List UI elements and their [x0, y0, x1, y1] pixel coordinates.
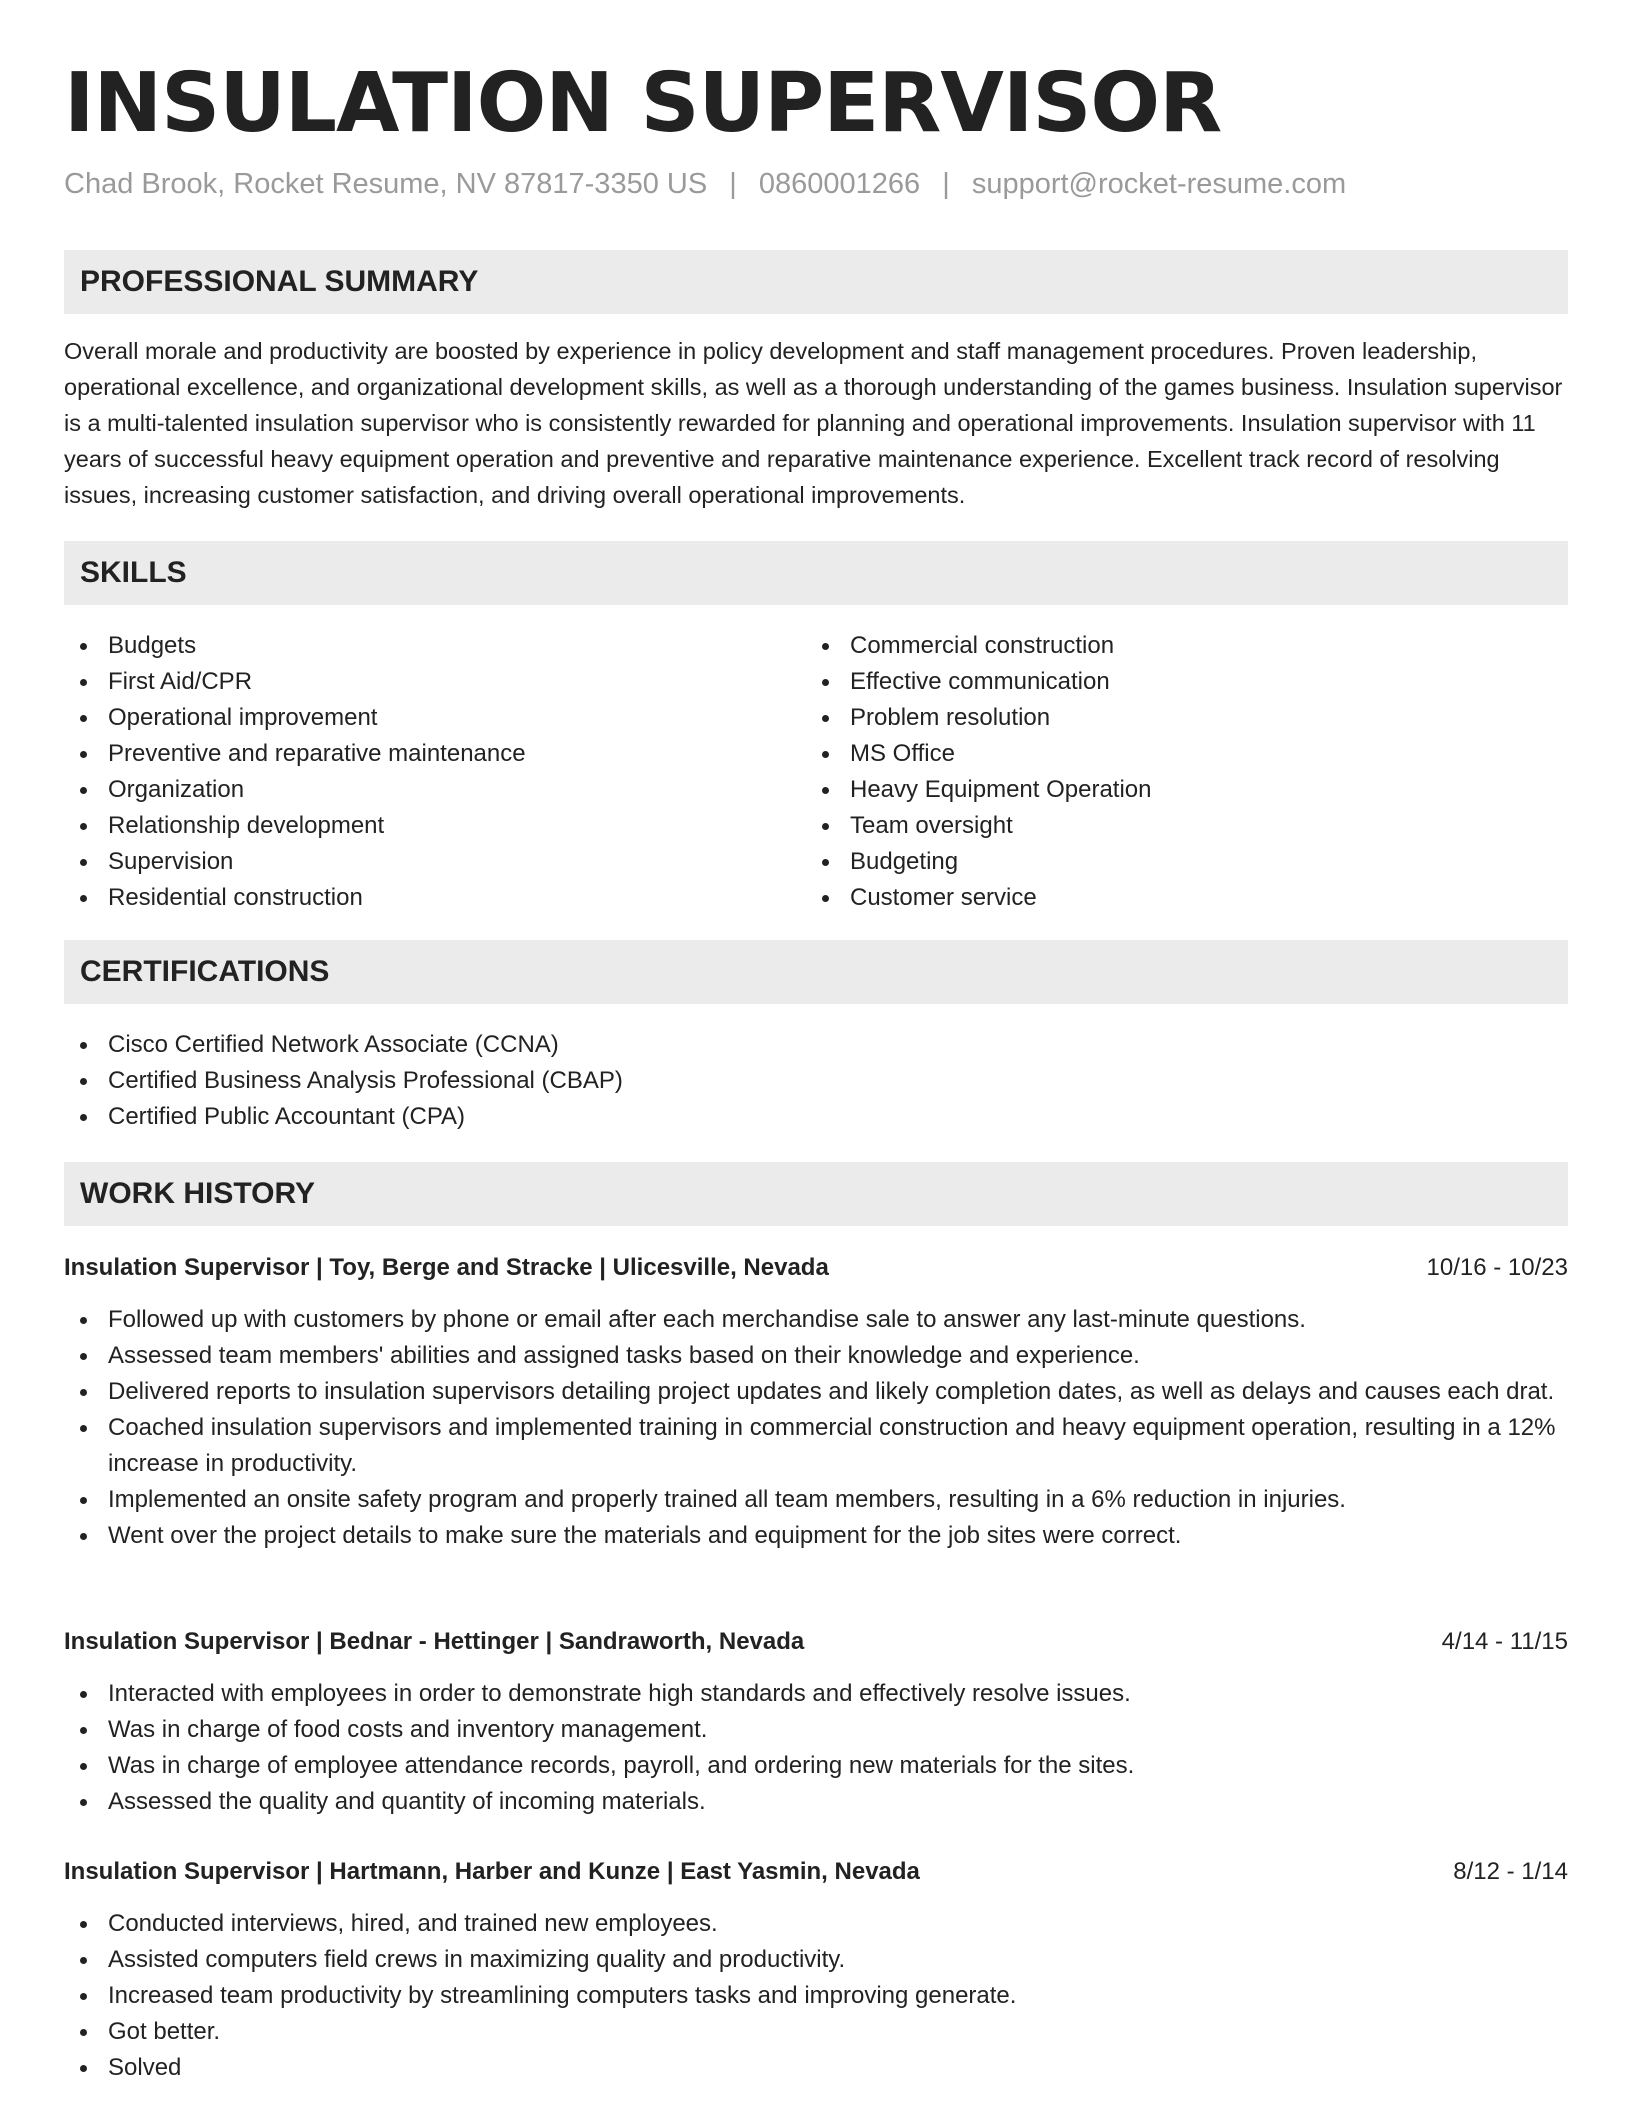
contact-address: Chad Brook, Rocket Resume, NV 87817-3350 US	[64, 168, 708, 200]
job-bullet: Assisted computers field crews in maximizing quality and productivity.	[64, 1942, 1568, 1978]
certification-item: Certified Public Accountant (CPA)	[64, 1099, 1568, 1135]
certification-item: Certified Business Analysis Professional (CBAP)	[64, 1063, 1568, 1099]
skills-list-right	[806, 628, 1546, 916]
job-bullet: Conducted interviews, hired, and trained new employees.	[64, 1906, 1568, 1942]
job-bullet: Got better.	[64, 2014, 1568, 2050]
contact-separator: |	[729, 168, 737, 200]
job-title: Insulation Supervisor | Toy, Berge and Stracke | Ulicesville, Nevada	[64, 1254, 829, 1281]
skill-item: Supervision	[64, 844, 804, 880]
job-bullet: Was in charge of employee attendance records, payroll, and ordering new materials for the sites.	[64, 1748, 1568, 1784]
job-header	[64, 1250, 1568, 1286]
skill-item: Problem resolution	[806, 700, 1546, 736]
job-entry	[64, 1854, 1568, 2086]
job-bullets	[64, 1906, 1568, 2086]
job-bullet: Delivered reports to insulation supervisors detailing project updates and likely completion dates, as well as delays and causes each drat.	[64, 1374, 1568, 1410]
job-bullets	[64, 1302, 1568, 1554]
resume-title: INSULATION SUPERVISOR	[64, 56, 1222, 151]
job-dates: 10/16 - 10/23	[1426, 1254, 1568, 1281]
job-bullet: Went over the project details to make sure the materials and equipment for the job sites were correct.	[64, 1518, 1568, 1554]
summary-text: Overall morale and productivity are boosted by experience in policy development and staff management procedures. Proven leadership, operational excellence, and organizational development skills, as well as a thorough understanding of the games business. Insulation supervisor is a multi-talented insulation supervisor who is consistently rewarded for planning and operational improvements. Insulation supervisor with 11 years of successful heavy equipment operation and preventive and reparative maintenance experience. Excellent track record of resolving issues, increasing customer satisfaction, and driving overall operational improvements.	[64, 338, 1563, 508]
skill-item: Relationship development	[64, 808, 804, 844]
skill-item: Organization	[64, 772, 804, 808]
job-bullet: Assessed the quality and quantity of incoming materials.	[64, 1784, 1568, 1820]
section-heading-skills: SKILLS	[64, 541, 1568, 605]
skill-item: Customer service	[806, 880, 1546, 916]
skill-item: Budgeting	[806, 844, 1546, 880]
job-dates: 8/12 - 1/14	[1453, 1858, 1568, 1885]
skill-item: Preventive and reparative maintenance	[64, 736, 804, 772]
job-dates: 4/14 - 11/15	[1441, 1628, 1568, 1655]
job-bullet: Solved	[64, 2050, 1568, 2086]
job-header	[64, 1624, 1568, 1660]
skill-item: Budgets	[64, 628, 804, 664]
skills-list-left	[64, 628, 804, 916]
certification-item: Cisco Certified Network Associate (CCNA)	[64, 1027, 1568, 1063]
job-title: Insulation Supervisor | Hartmann, Harber and Kunze | East Yasmin, Nevada	[64, 1858, 920, 1885]
skill-item: Team oversight	[806, 808, 1546, 844]
contact-line	[64, 166, 1346, 202]
certifications-list	[64, 1027, 1568, 1135]
section-heading-summary: PROFESSIONAL SUMMARY	[64, 250, 1568, 314]
skill-item: Commercial construction	[806, 628, 1546, 664]
contact-phone: 0860001266	[758, 168, 921, 200]
contact-separator: |	[942, 168, 950, 200]
job-entry	[64, 1624, 1568, 1820]
job-bullet: Assessed team members' abilities and assigned tasks based on their knowledge and experience.	[64, 1338, 1568, 1374]
job-bullet: Followed up with customers by phone or email after each merchandise sale to answer any last-minute questions.	[64, 1302, 1568, 1338]
job-bullet: Increased team productivity by streamlining computers tasks and improving generate.	[64, 1978, 1568, 2014]
job-bullet: Was in charge of food costs and inventory management.	[64, 1712, 1568, 1748]
job-entry	[64, 1250, 1568, 1554]
job-title: Insulation Supervisor | Bednar - Hettinger | Sandraworth, Nevada	[64, 1628, 805, 1655]
skill-item: MS Office	[806, 736, 1546, 772]
section-heading-certifications: CERTIFICATIONS	[64, 940, 1568, 1004]
skill-item: Operational improvement	[64, 700, 804, 736]
job-bullets	[64, 1676, 1568, 1820]
job-bullet: Interacted with employees in order to demonstrate high standards and effectively resolve issues.	[64, 1676, 1568, 1712]
skill-item: Residential construction	[64, 880, 804, 916]
job-bullet: Implemented an onsite safety program and properly trained all team members, resulting in a 6% reduction in injuries.	[64, 1482, 1568, 1518]
section-heading-work-history: WORK HISTORY	[64, 1162, 1568, 1226]
skill-item: Heavy Equipment Operation	[806, 772, 1546, 808]
job-header	[64, 1854, 1568, 1890]
job-bullet: Coached insulation supervisors and implemented training in commercial construction and heavy equipment operation, resulting in a 12% increase in productivity.	[64, 1410, 1568, 1482]
skill-item: First Aid/CPR	[64, 664, 804, 700]
contact-email[interactable]: support@rocket-resume.com	[971, 168, 1347, 200]
skill-item: Effective communication	[806, 664, 1546, 700]
